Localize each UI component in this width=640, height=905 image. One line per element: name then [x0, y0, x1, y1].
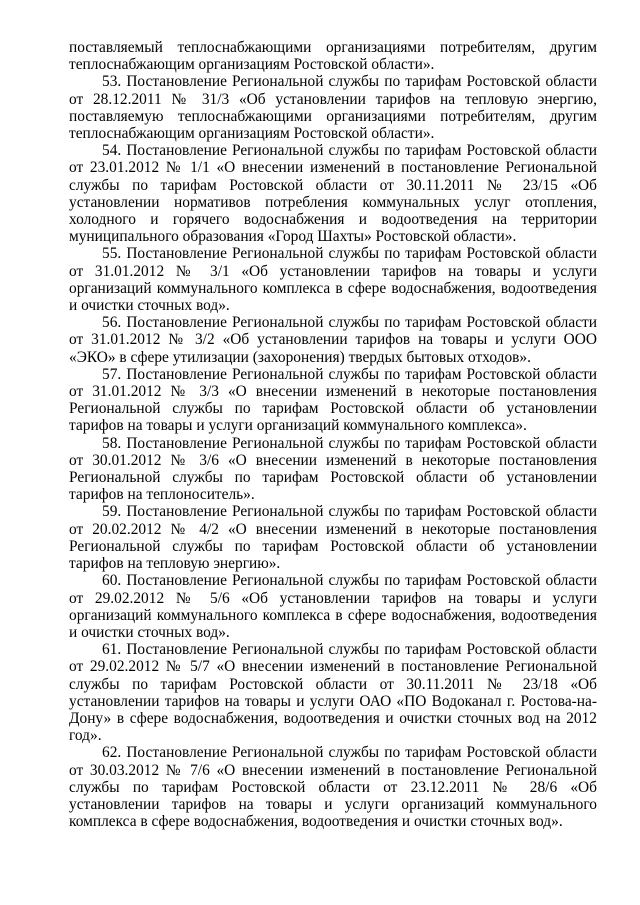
paragraph-item-55: 55. Постановление Региональной службы по тарифам Ростовской области от 31.01.2012 № 3/1 «Об установлении тарифов на товары и услуги организаций коммунального комплекса в сфере водоснабжения, водоотведения и очистки сточных вод». [69, 245, 597, 315]
paragraph-item-61: 61. Постановление Региональной службы по тарифам Ростовской области от 29.02.2012 № 5/7 «О внесении изменений в постановление Региональной службы по тарифам Ростовской области от 30.11.2011 № 23/18 «Об установлении тарифов на товары и услуги ОАО «ПО Водоканал г. Ростова-на-Дону» в сфере водоснабжения, водоотведения и очистки сточных вод на 2012 год». [69, 641, 597, 745]
paragraph-item-58: 58. Постановление Региональной службы по тарифам Ростовской области от 30.01.2012 № 3/6 «О внесении изменений в некоторые постановления Региональной службы по тарифам Ростовской области об установлении тарифов на теплоноситель». [69, 434, 597, 504]
paragraph-item-60: 60. Постановление Региональной службы по тарифам Ростовской области от 29.02.2012 № 5/6 «Об установлении тарифов на товары и услуги организаций коммунального комплекса в сфере водоснабжения, водоотведения и очистки сточных вод». [69, 572, 597, 641]
paragraph-item-53: 53. Постановление Региональной службы по тарифам Ростовской области от 28.12.2011 № 31/3 «Об установлении тарифов на тепловую энергию, поставляемую теплоснабжающими организациями потребителям, другим теплоснабжающим организациям Ростовской области». [69, 73, 597, 143]
paragraph-item-54: 54. Постановление Региональной службы по тарифам Ростовской области от 23.01.2012 № 1/1 «О внесении изменений в постановление Региональной службы по тарифам Ростовской области от 30.11.2011 № 23/15 «Об установлении нормативов потребления коммунальных услуг отопления, холодного и горячего водоснабжения и водоотведения на территории муниципального образования «Город Шахты» Ростовской области». [69, 142, 597, 246]
paragraph-item-59: 59. Постановление Региональной службы по тарифам Ростовской области от 20.02.2012 № 4/2 «О внесении изменений в некоторые постановления Региональной службы по тарифам Ростовской области об установлении тарифов на тепловую энергию». [69, 503, 597, 573]
document-page [69, 39, 597, 830]
paragraph-continuation: поставляемый теплоснабжающими организациями потребителям, другим теплоснабжающим организациям Ростовской области». [69, 39, 597, 74]
paragraph-item-56: 56. Постановление Региональной службы по тарифам Ростовской области от 31.01.2012 № 3/2 «Об установлении тарифов на товары и услуги ООО «ЭКО» в сфере утилизации (захоронения) твердых бытовых отходов». [69, 314, 597, 366]
paragraph-item-62: 62. Постановление Региональной службы по тарифам Ростовской области от 30.03.2012 № 7/6 «О внесении изменений в постановление Региональной службы по тарифам Ростовской области от 23.12.2011 № 28/6 «Об установлении тарифов на товары и услуги организаций коммунального комплекса в сфере водоснабжения, водоотведения и очистки сточных вод». [69, 744, 597, 831]
paragraph-item-57: 57. Постановление Региональной службы по тарифам Ростовской области от 31.01.2012 № 3/3 «О внесении изменений в некоторые постановления Региональной службы по тарифам Ростовской области об установлении тарифов на товары и услуги организаций коммунального комплекса». [69, 365, 597, 435]
